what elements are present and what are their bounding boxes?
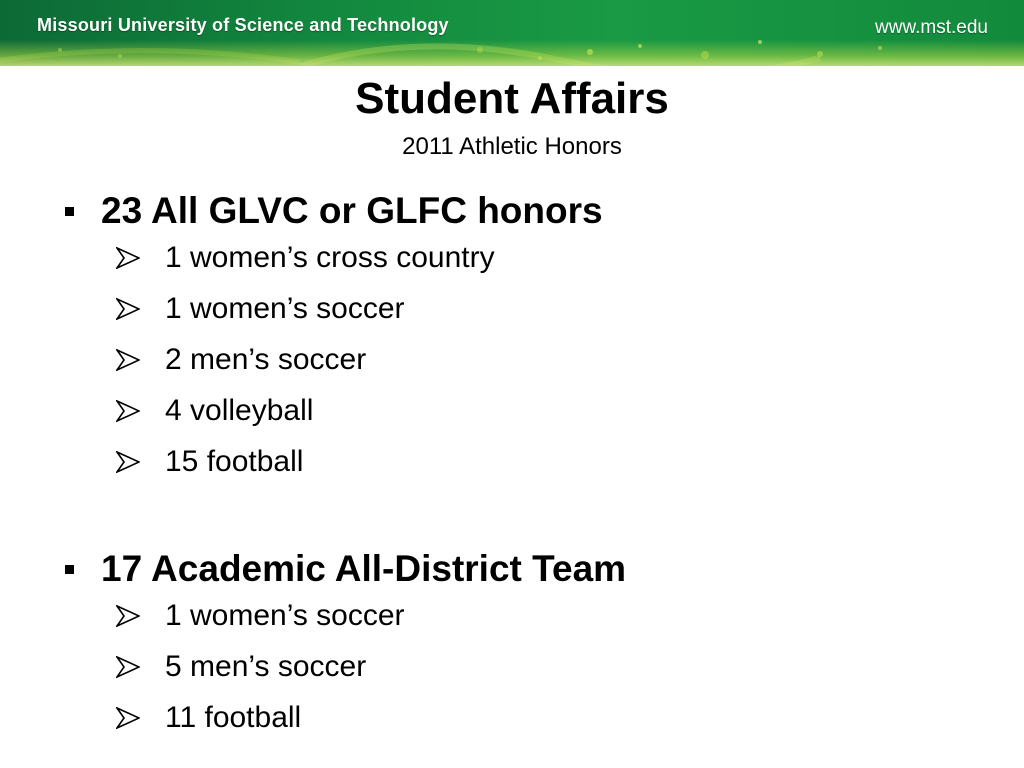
list-item-text: 11 football [165, 701, 302, 734]
list-item-text: 1 women’s soccer [165, 292, 405, 325]
list-item-text: 1 women’s soccer [165, 599, 405, 632]
square-bullet-icon [65, 565, 74, 574]
list-item [0, 238, 1024, 289]
arrow-bullet-icon [116, 298, 140, 320]
bullet-heading [0, 546, 1024, 596]
list-item-text: 2 men’s soccer [165, 343, 367, 376]
list-item [0, 442, 1024, 493]
header-banner [0, 0, 1024, 66]
arrow-bullet-icon [116, 605, 140, 627]
list-item-text: 5 men’s soccer [165, 650, 367, 683]
list-item [0, 647, 1024, 698]
arrow-bullet-icon [116, 247, 140, 269]
arrow-bullet-icon [116, 349, 140, 371]
list-item [0, 391, 1024, 442]
section-academic-all-district [0, 546, 1024, 749]
heading-text: 17 Academic All-District Team [101, 548, 627, 589]
bullet-heading [0, 188, 1024, 238]
arrow-bullet-icon [116, 400, 140, 422]
website-url[interactable]: www.mst.edu [875, 17, 988, 38]
arrow-bullet-icon [116, 707, 140, 729]
slide-subtitle: 2011 Athletic Honors [402, 133, 622, 160]
arrow-bullet-icon [116, 451, 140, 473]
list-item-text: 15 football [165, 445, 304, 478]
heading-text: 23 All GLVC or GLFC honors [101, 190, 603, 231]
university-name: Missouri University of Science and Technology [37, 15, 449, 35]
list-item [0, 596, 1024, 647]
square-bullet-icon [65, 207, 74, 216]
banner-fade [0, 40, 1024, 66]
list-item [0, 698, 1024, 749]
list-item [0, 289, 1024, 340]
slide-title: Student Affairs [355, 74, 669, 123]
list-item-text: 1 women’s cross country [165, 241, 495, 274]
section-glvc-honors [0, 188, 1024, 493]
list-item [0, 340, 1024, 391]
arrow-bullet-icon [116, 656, 140, 678]
list-item-text: 4 volleyball [165, 394, 314, 427]
